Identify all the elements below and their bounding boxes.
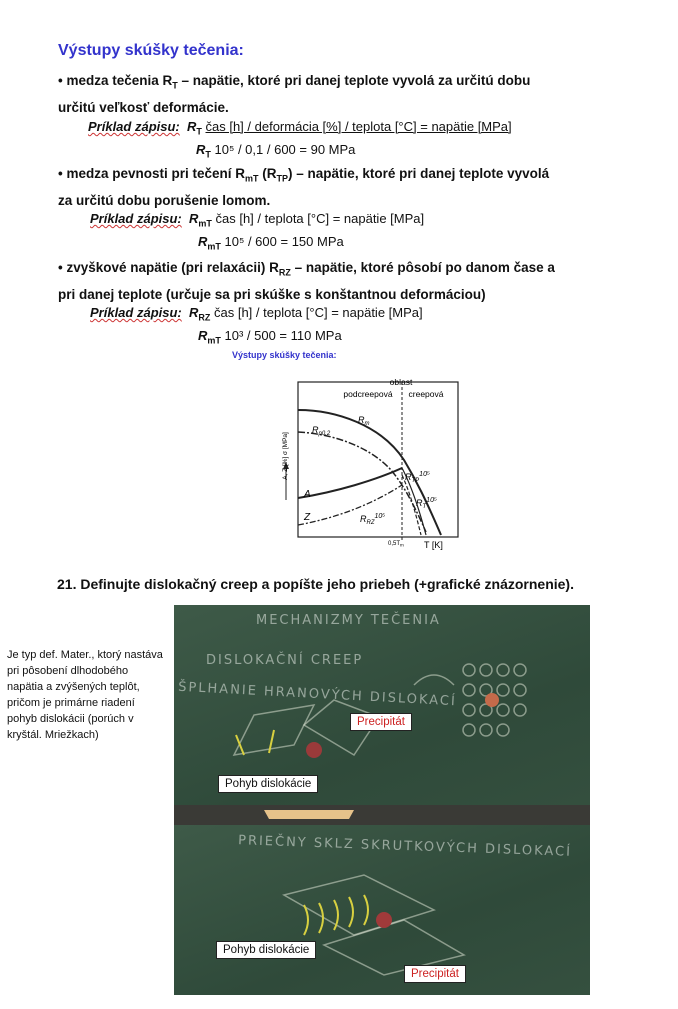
example-symbol-sub: T bbox=[205, 149, 211, 160]
rrz-label: $R_{RZ}^{10^5}$ bbox=[360, 513, 386, 526]
bullet-text: – napätie, ktoré pri danej teplote vyvolá za určitú dobu bbox=[177, 73, 531, 88]
example-symbol: R bbox=[198, 327, 208, 343]
example-label: Príklad zápisu: bbox=[88, 119, 180, 134]
a-label: A bbox=[304, 489, 311, 500]
bullet-text: ) – napätie, ktoré pri danej teplote vyvolá bbox=[288, 166, 550, 181]
rtp-label: $R_{TP}^{10^5}$ bbox=[405, 471, 430, 484]
question-heading: 21. Definujte dislokačný creep a popíšte jeho priebeh (+grafické znázornenie). bbox=[57, 576, 574, 592]
example-label: Príklad zápisu: bbox=[90, 305, 182, 320]
x-tick-label: $0,5T_m$ bbox=[388, 541, 404, 548]
bullet-creep-limit bbox=[58, 70, 628, 119]
x-axis-label: T [K] bbox=[424, 540, 443, 550]
bullet-text: pri danej teplote (určuje sa pri skúške s konštantnou deformáciou) bbox=[58, 286, 486, 302]
example-symbol-sub: mT bbox=[198, 218, 212, 229]
z-label: Z bbox=[304, 512, 311, 523]
left-region-label: podcreepová bbox=[343, 389, 393, 399]
creep-diagram bbox=[276, 370, 462, 556]
right-region-label: creepová bbox=[408, 389, 444, 399]
blackboard-photo-bottom bbox=[174, 825, 590, 995]
bullet-creep-strength bbox=[58, 163, 628, 212]
example-value: 10⁵ / 600 = 150 MPa bbox=[220, 233, 344, 249]
example-symbol: R bbox=[198, 233, 208, 249]
example-creep-limit bbox=[88, 118, 512, 163]
chalk-drawing-bottom bbox=[174, 825, 590, 995]
bullet-text: – napätie, ktoré pôsobí po danom čase a bbox=[290, 260, 555, 275]
example-creep-strength bbox=[90, 210, 424, 255]
symbol-sub: TP bbox=[276, 173, 289, 184]
chalk-cross-slip: PRIEČNY SKLZ SKRUTKOVÝCH DISLOKACÍ bbox=[237, 833, 573, 860]
example-symbol: R bbox=[188, 305, 199, 320]
example-symbol-sub: mT bbox=[207, 335, 221, 346]
symbol-sub: RZ bbox=[278, 267, 291, 278]
figure-title: Výstupy skúšky tečenia: bbox=[232, 350, 337, 360]
region-label: oblast bbox=[389, 377, 413, 387]
y-axis-label: A, Z [%] σ [MPa] bbox=[282, 432, 289, 480]
example-format: čas [h] / deformácia [%] / teplota [°C] = napätie [MPa] bbox=[205, 119, 512, 134]
definition-text: Je typ def. Mater., ktorý nastáva pri pôsobení dlhodobého napätia a zvýšených teplôt, pričom je primárne riadení pohyb dislokácii (porúch v kryštál. Mriežkach) bbox=[7, 649, 163, 741]
example-residual-stress bbox=[90, 304, 423, 349]
rp-label: $R_{p0,2}$ bbox=[312, 425, 331, 437]
example-format: čas [h] / teplota [°C] = napätie [MPa] bbox=[214, 305, 423, 320]
bullet-text: (R bbox=[258, 166, 277, 181]
example-symbol-sub: T bbox=[196, 126, 202, 137]
symbol-sub: T bbox=[172, 80, 178, 91]
example-symbol-sub: RZ bbox=[198, 312, 211, 323]
chalk-title: MECHANIZMY TEČENIA bbox=[256, 613, 441, 628]
chalk-dislocation-creep: DISLOKAČNÍ CREEP bbox=[206, 653, 364, 668]
example-value: 10⁵ / 0,1 / 600 = 90 MPa bbox=[210, 141, 356, 157]
precipitate-label-top: Precipitát bbox=[350, 713, 412, 731]
example-symbol-sub: mT bbox=[207, 241, 221, 252]
chalk-climb: ŠPLHANIE HRANOVÝCH DISLOKACÍ bbox=[177, 679, 458, 710]
symbol-sub: mT bbox=[245, 173, 259, 184]
bullet-residual-stress bbox=[58, 257, 628, 306]
bullet-text: • medza pevnosti pri tečení R bbox=[58, 166, 246, 181]
dislocation-motion-label-top: Pohyb dislokácie bbox=[218, 775, 318, 793]
bullet-text: určitú veľkosť deformácie. bbox=[58, 99, 229, 115]
example-label: Príklad zápisu: bbox=[90, 211, 182, 226]
rt-label: $R_T^{10^5}$ bbox=[416, 497, 437, 510]
precipitate-label-bottom: Precipitát bbox=[404, 965, 466, 983]
blackboard-photo-top bbox=[174, 605, 590, 825]
bullet-text: • zvyškové napätie (pri relaxácii) R bbox=[58, 260, 279, 275]
dislocation-motion-label-bottom: Pohyb dislokácie bbox=[216, 941, 316, 959]
example-value: 10³ / 500 = 110 MPa bbox=[220, 327, 342, 343]
bullet-text: • medza tečenia R bbox=[58, 73, 173, 88]
example-format: čas [h] / teplota [°C] = napätie [MPa] bbox=[215, 211, 425, 226]
example-symbol: R bbox=[186, 119, 197, 134]
rm-label: $R_m$ bbox=[358, 415, 370, 427]
example-symbol: R bbox=[188, 211, 199, 226]
bullet-text: za určitú dobu porušenie lomom. bbox=[58, 192, 271, 208]
section-title: Výstupy skúšky tečenia: bbox=[58, 42, 244, 59]
example-symbol: R bbox=[196, 141, 206, 157]
